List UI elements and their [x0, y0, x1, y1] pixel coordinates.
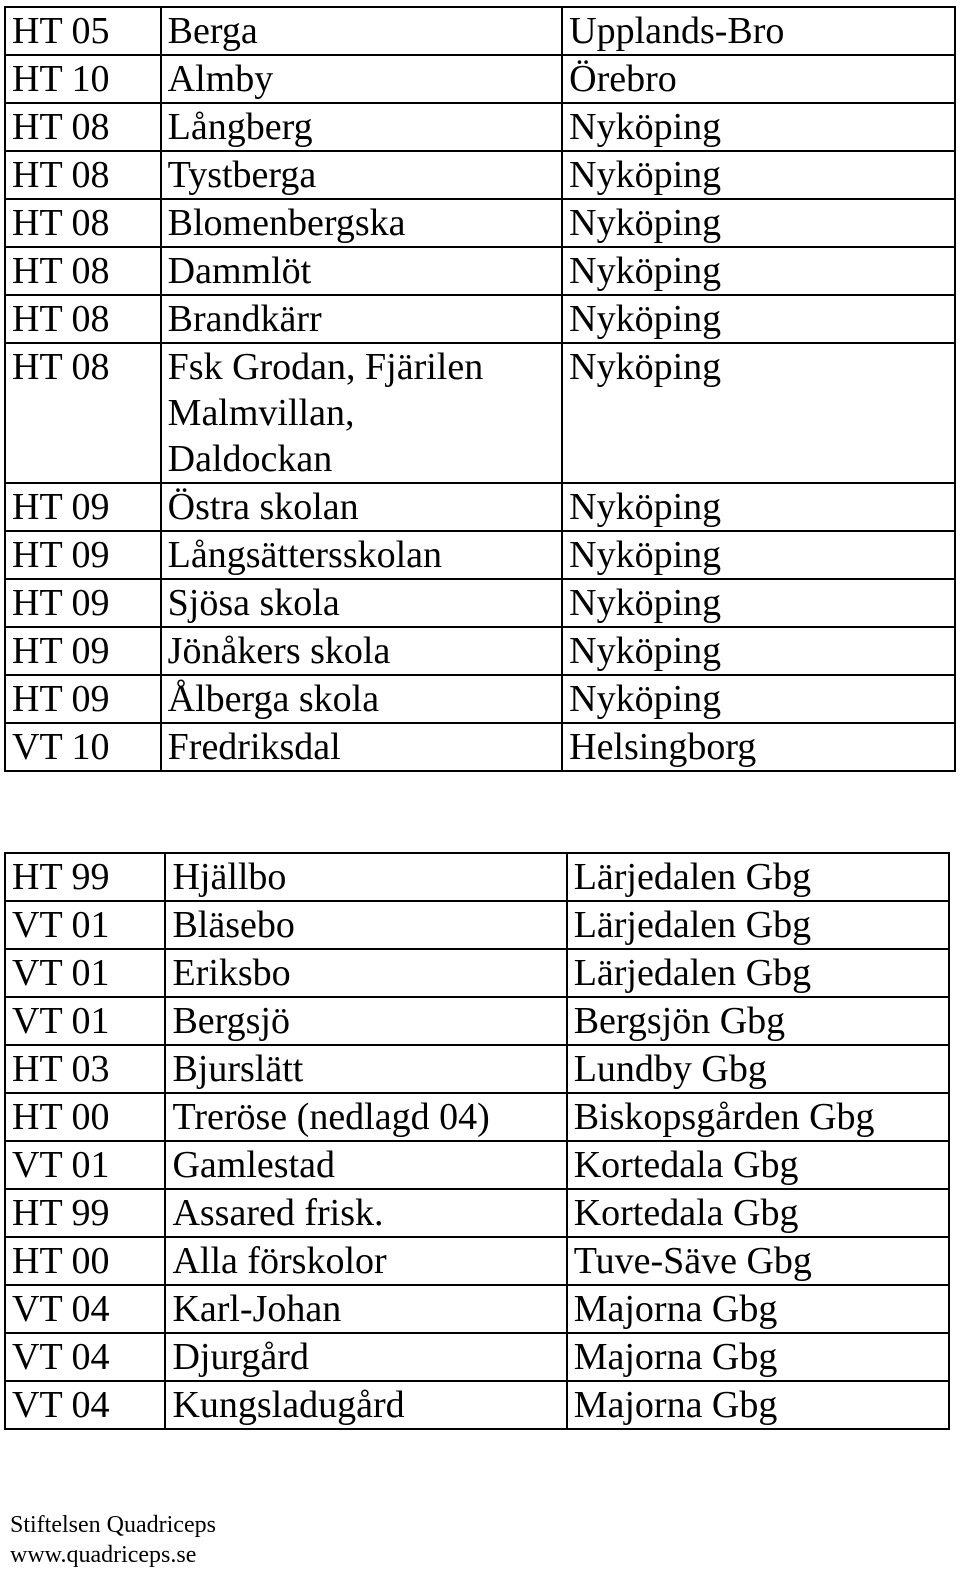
table-row — [5, 103, 955, 151]
school-name: Blomenbergska — [167, 202, 406, 244]
table-row — [5, 55, 955, 103]
school-cell — [165, 1381, 566, 1429]
municipality-cell: Tuve-Säve Gbg — [567, 1237, 949, 1285]
school-cell — [165, 853, 566, 901]
school-cell — [161, 675, 562, 723]
school-name: Malmvillan, — [167, 392, 355, 434]
municipality-cell: Nyköping — [562, 151, 955, 199]
term-cell: HT 08 — [5, 247, 161, 295]
school-name: Långberg — [167, 106, 313, 148]
table-row — [5, 483, 955, 531]
municipality-cell: Bergsjön Gbg — [567, 997, 949, 1045]
municipality-cell: Nyköping — [562, 675, 955, 723]
footer-organization: Stiftelsen Quadriceps — [10, 1512, 216, 1538]
school-name: Bergsjö — [172, 1000, 290, 1042]
municipality-cell: Kortedala Gbg — [567, 1141, 949, 1189]
school-name: Almby — [167, 58, 274, 100]
school-cell — [165, 1285, 566, 1333]
school-name: Kungsladugård — [172, 1384, 405, 1426]
term-cell: HT 00 — [5, 1237, 165, 1285]
school-name: Brandkärr — [167, 298, 322, 340]
table-row — [5, 1093, 949, 1141]
table-row — [5, 1189, 949, 1237]
municipality-cell: Lärjedalen Gbg — [567, 853, 949, 901]
school-cell — [161, 7, 562, 55]
municipality-cell: Helsingborg — [562, 723, 955, 771]
table-row — [5, 901, 949, 949]
school-cell — [161, 343, 562, 483]
school-cell — [161, 627, 562, 675]
term-cell: HT 08 — [5, 295, 161, 343]
school-table-2-body — [5, 853, 949, 1429]
term-cell: VT 01 — [5, 997, 165, 1045]
school-name: Daldockan — [167, 438, 333, 480]
school-name: Fredriksdal — [167, 726, 341, 768]
page-footer — [10, 1510, 216, 1570]
school-cell — [161, 247, 562, 295]
municipality-cell: Nyköping — [562, 295, 955, 343]
municipality-cell: Nyköping — [562, 247, 955, 295]
table-row — [5, 199, 955, 247]
municipality-cell: Nyköping — [562, 579, 955, 627]
school-cell — [161, 151, 562, 199]
table-row — [5, 531, 955, 579]
term-cell: HT 08 — [5, 199, 161, 247]
term-cell: HT 99 — [5, 853, 165, 901]
school-name: Jönåkers skola — [167, 630, 391, 672]
school-cell — [161, 295, 562, 343]
term-cell: HT 08 — [5, 343, 161, 483]
municipality-cell: Nyköping — [562, 627, 955, 675]
term-cell: HT 09 — [5, 579, 161, 627]
school-cell — [161, 103, 562, 151]
term-cell: HT 09 — [5, 531, 161, 579]
table-row — [5, 295, 955, 343]
municipality-cell: Lärjedalen Gbg — [567, 901, 949, 949]
table-row — [5, 1237, 949, 1285]
school-name: Hjällbo — [172, 856, 287, 898]
municipality-cell: Majorna Gbg — [567, 1333, 949, 1381]
table-row — [5, 675, 955, 723]
school-cell — [161, 579, 562, 627]
school-name: Bläsebo — [172, 904, 295, 946]
municipality-cell: Nyköping — [562, 483, 955, 531]
school-name: Tystberga — [167, 154, 317, 196]
term-cell: HT 03 — [5, 1045, 165, 1093]
school-cell — [165, 901, 566, 949]
municipality-cell: Örebro — [562, 55, 955, 103]
school-cell — [161, 483, 562, 531]
school-name: Djurgård — [172, 1336, 309, 1378]
school-cell — [165, 949, 566, 997]
school-name: Östra skolan — [167, 486, 359, 528]
school-cell — [165, 1045, 566, 1093]
term-cell: HT 09 — [5, 627, 161, 675]
table-row — [5, 723, 955, 771]
term-cell: HT 99 — [5, 1189, 165, 1237]
term-cell: HT 09 — [5, 483, 161, 531]
municipality-cell: Nyköping — [562, 531, 955, 579]
school-name: Fsk Grodan, Fjärilen — [167, 346, 484, 388]
table-row — [5, 627, 955, 675]
school-name: Ålberga skola — [167, 678, 380, 720]
table-row — [5, 151, 955, 199]
municipality-cell: Majorna Gbg — [567, 1381, 949, 1429]
municipality-cell: Biskopsgården Gbg — [567, 1093, 949, 1141]
school-cell — [165, 1237, 566, 1285]
school-cell — [165, 1141, 566, 1189]
table-row — [5, 853, 949, 901]
school-name: Alla förskolor — [172, 1240, 387, 1282]
school-name: Bjurslätt — [172, 1048, 304, 1090]
school-cell — [161, 531, 562, 579]
table-row — [5, 949, 949, 997]
term-cell: HT 05 — [5, 7, 161, 55]
school-name: Eriksbo — [172, 952, 291, 994]
school-cell — [161, 199, 562, 247]
school-name: Berga — [167, 10, 258, 52]
table-row — [5, 1285, 949, 1333]
table-row — [5, 1333, 949, 1381]
term-cell: HT 08 — [5, 103, 161, 151]
term-cell: VT 04 — [5, 1285, 165, 1333]
school-name: Sjösa skola — [167, 582, 340, 624]
term-cell: HT 00 — [5, 1093, 165, 1141]
school-table-1-body — [5, 7, 955, 771]
school-name: Karl-Johan — [172, 1288, 342, 1330]
school-name: Dammlöt — [167, 250, 312, 292]
school-table-1 — [4, 6, 956, 772]
municipality-cell: Upplands-Bro — [562, 7, 955, 55]
table-row — [5, 1045, 949, 1093]
term-cell: VT 01 — [5, 949, 165, 997]
municipality-cell: Nyköping — [562, 199, 955, 247]
school-cell — [161, 55, 562, 103]
footer-website: www.quadriceps.se — [10, 1542, 197, 1568]
table-row — [5, 7, 955, 55]
school-cell — [165, 1333, 566, 1381]
table-row — [5, 247, 955, 295]
term-cell: HT 09 — [5, 675, 161, 723]
school-cell — [165, 1093, 566, 1141]
municipality-cell: Majorna Gbg — [567, 1285, 949, 1333]
term-cell: VT 01 — [5, 901, 165, 949]
school-name: Gamlestad — [172, 1144, 335, 1186]
table-row — [5, 579, 955, 627]
table-row — [5, 997, 949, 1045]
term-cell: HT 10 — [5, 55, 161, 103]
school-cell — [165, 997, 566, 1045]
table-row — [5, 1141, 949, 1189]
school-name: Assared frisk. — [172, 1192, 384, 1234]
term-cell: VT 04 — [5, 1381, 165, 1429]
school-cell — [165, 1189, 566, 1237]
term-cell: VT 01 — [5, 1141, 165, 1189]
municipality-cell: Lärjedalen Gbg — [567, 949, 949, 997]
term-cell: VT 10 — [5, 723, 161, 771]
school-name: Treröse (nedlagd 04) — [172, 1096, 490, 1138]
table-row — [5, 1381, 949, 1429]
school-name: Långsättersskolan — [167, 534, 443, 576]
municipality-cell: Nyköping — [562, 343, 955, 483]
municipality-cell: Nyköping — [562, 103, 955, 151]
school-cell — [161, 723, 562, 771]
school-table-2 — [4, 852, 950, 1430]
term-cell: HT 08 — [5, 151, 161, 199]
municipality-cell: Lundby Gbg — [567, 1045, 949, 1093]
term-cell: VT 04 — [5, 1333, 165, 1381]
table-row — [5, 343, 955, 483]
municipality-cell: Kortedala Gbg — [567, 1189, 949, 1237]
